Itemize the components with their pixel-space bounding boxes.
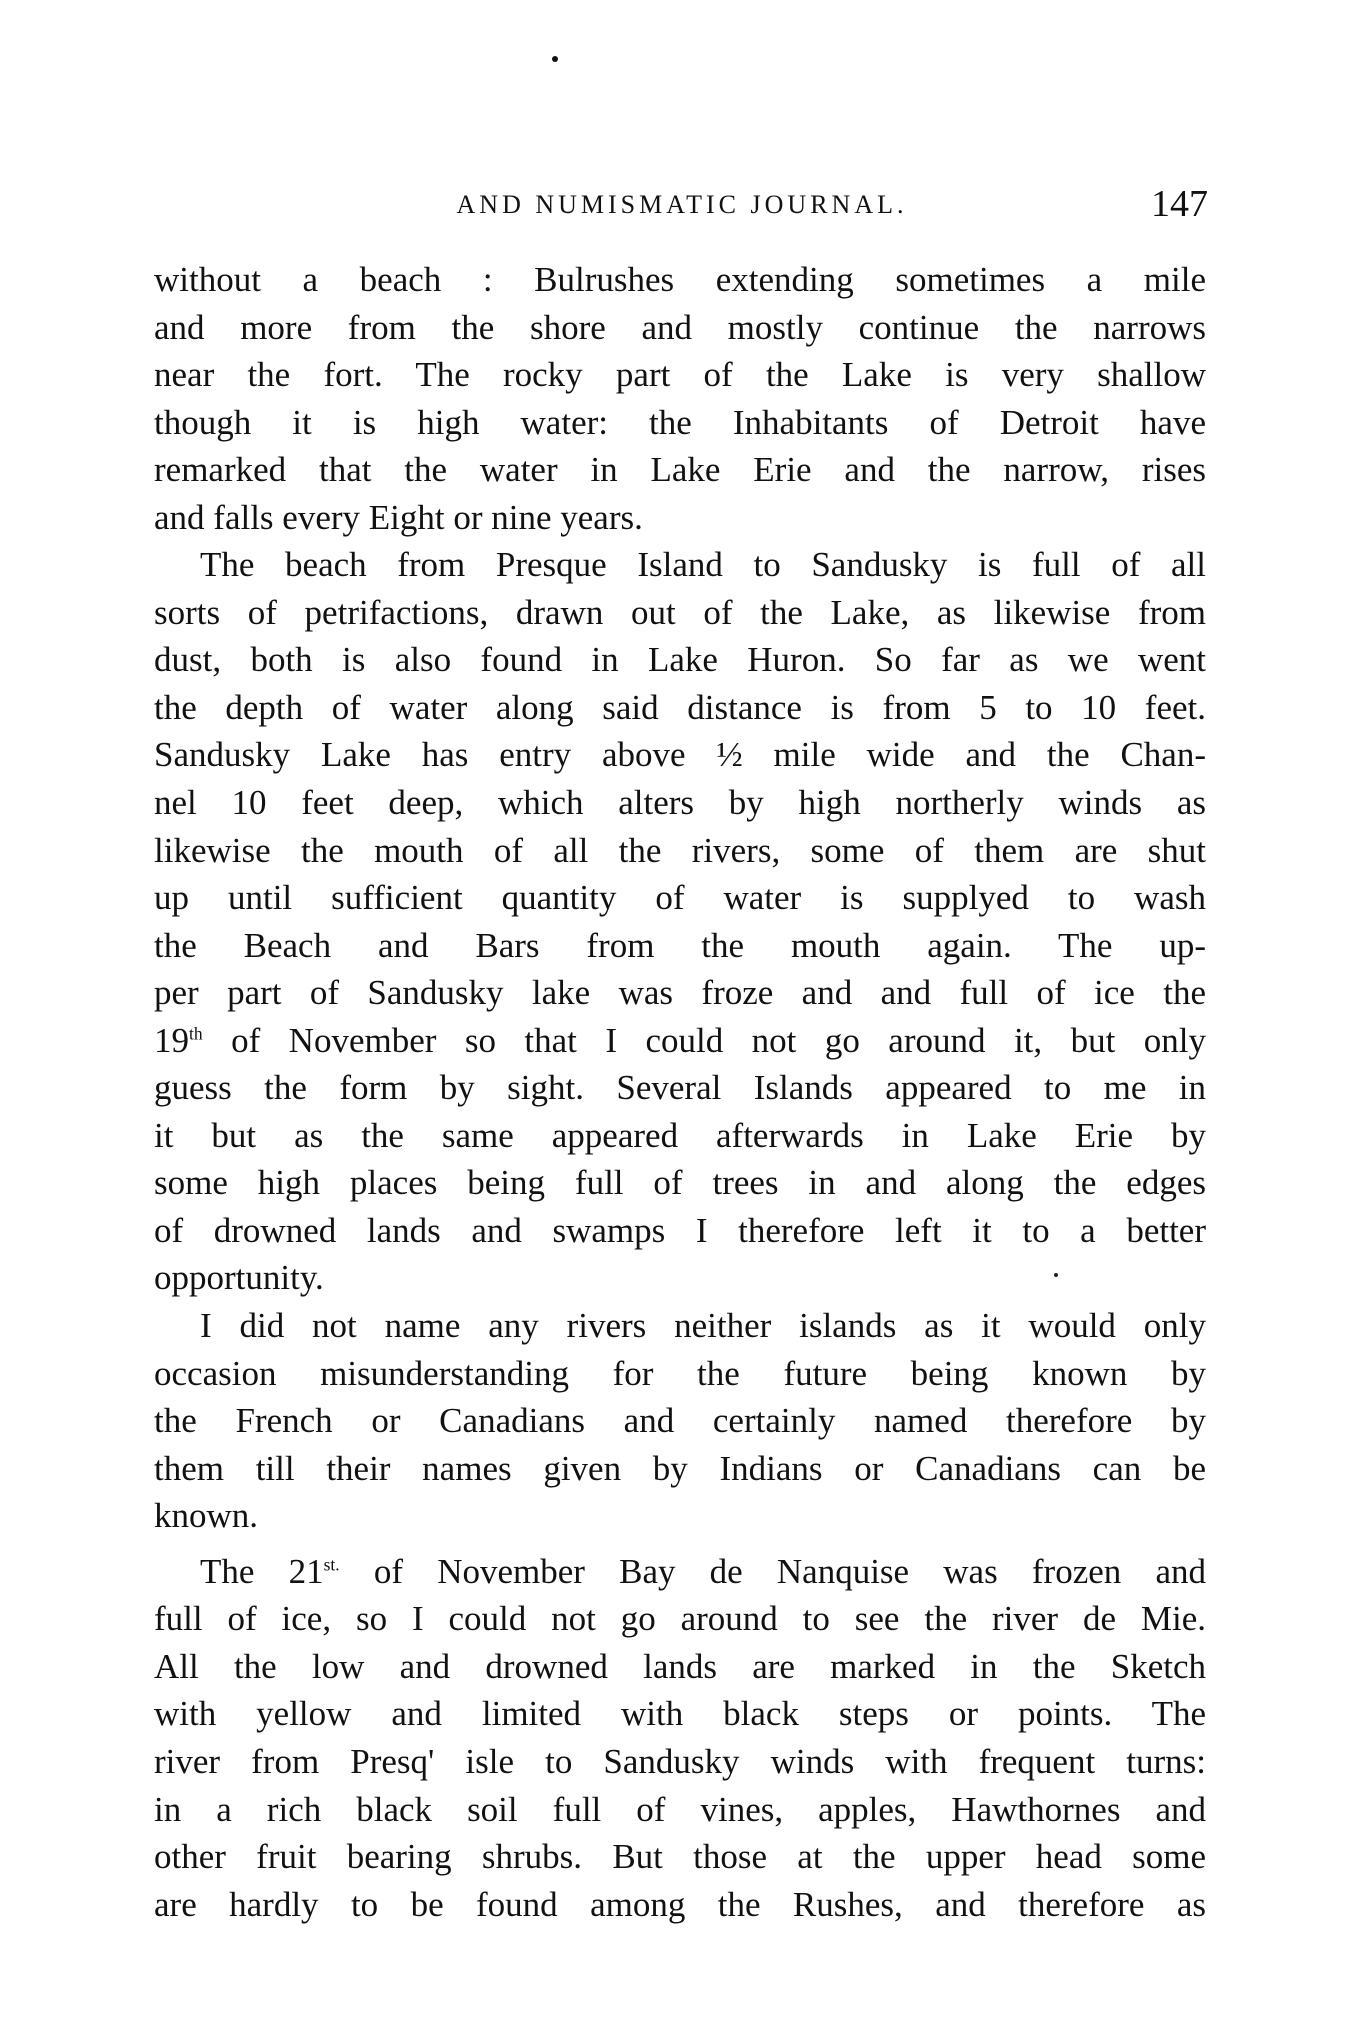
text-line: The beach from Presque Island to Sandusky is full of all — [200, 545, 1206, 585]
body-text — [154, 256, 1206, 1928]
text-line: occasion misunderstanding for the future being known by — [154, 1353, 1206, 1393]
text-line: I did not name any rivers neither islands as it would only — [200, 1306, 1206, 1346]
running-head — [156, 182, 1208, 232]
text-line: up until sufficient quantity of water is supplyed to wash — [154, 878, 1206, 918]
ordinal-suffix: st. — [323, 1554, 340, 1575]
text-line: are hardly to be found among the Rushes, and therefore as — [154, 1884, 1206, 1924]
text-line: dust, both is also found in Lake Huron. So far as we went — [154, 640, 1206, 680]
text-line: opportunity. — [154, 1258, 324, 1298]
running-title: AND NUMISMATIC JOURNAL. — [456, 190, 908, 219]
line-rest: of November so that I could not go around it, but only — [202, 1020, 1206, 1060]
text-line: it but as the same appeared afterwards in Lake Erie by — [154, 1115, 1206, 1155]
text-line: other fruit bearing shrubs. But those at the upper head some — [154, 1837, 1206, 1877]
text-line: known. — [154, 1496, 259, 1536]
text-line: without a beach : Bulrushes extending sometimes a mile — [154, 260, 1206, 299]
text-line: in a rich black soil full of vines, apples, Hawthornes and — [154, 1789, 1206, 1829]
text-line: and more from the shore and mostly continue the narrows — [154, 307, 1206, 347]
text-line: some high places being full of trees in and along the edges — [154, 1163, 1206, 1203]
date-number: The 21 — [200, 1551, 324, 1591]
text-line: guess the form by sight. Several Islands appeared to me in — [154, 1068, 1206, 1108]
text-line: with yellow and limited with black steps or points. The — [154, 1694, 1206, 1734]
ordinal-suffix: th — [189, 1023, 203, 1044]
text-line: remarked that the water in Lake Erie and the narrow, rises — [154, 450, 1206, 490]
text-line: river from Presq' isle to Sandusky winds with frequent turns: — [154, 1741, 1206, 1781]
text-line: the French or Canadians and certainly named therefore by — [154, 1401, 1206, 1441]
text-line — [154, 1017, 1206, 1065]
text-line: per part of Sandusky lake was froze and and full of ice the — [154, 973, 1206, 1013]
line-rest: of November Bay de Nanquise was frozen and — [339, 1551, 1206, 1591]
text-line: of drowned lands and swamps I therefore left it to a better — [154, 1210, 1206, 1250]
text-line: them till their names given by Indians or Canadians can be — [154, 1448, 1206, 1488]
text-line: full of ice, so I could not go around to see the river de Mie. — [154, 1599, 1206, 1639]
text-line: and falls every Eight or nine years. — [154, 497, 643, 537]
text-line: likewise the mouth of all the rivers, some of them are shut — [154, 830, 1206, 870]
page-number: 147 — [1151, 183, 1208, 225]
text-line: near the fort. The rocky part of the Lake is very shallow — [154, 355, 1206, 395]
text-line: the depth of water along said distance is from 5 to 10 feet. — [154, 687, 1206, 727]
text-line: Sandusky Lake has entry above ½ mile wide and the Chan- — [154, 735, 1206, 775]
text-line: sorts of petrifactions, drawn out of the Lake, as likewise from — [154, 592, 1206, 632]
date-number: 19 — [154, 1020, 189, 1060]
text-line: All the low and drowned lands are marked in the Sketch — [154, 1646, 1206, 1686]
text-line: nel 10 feet deep, which alters by high northerly winds as — [154, 783, 1206, 823]
ink-speck — [552, 56, 558, 62]
text-line — [154, 1548, 1206, 1596]
text-line: though it is high water: the Inhabitants of Detroit have — [154, 402, 1206, 442]
text-line: the Beach and Bars from the mouth again. The up- — [154, 925, 1206, 965]
